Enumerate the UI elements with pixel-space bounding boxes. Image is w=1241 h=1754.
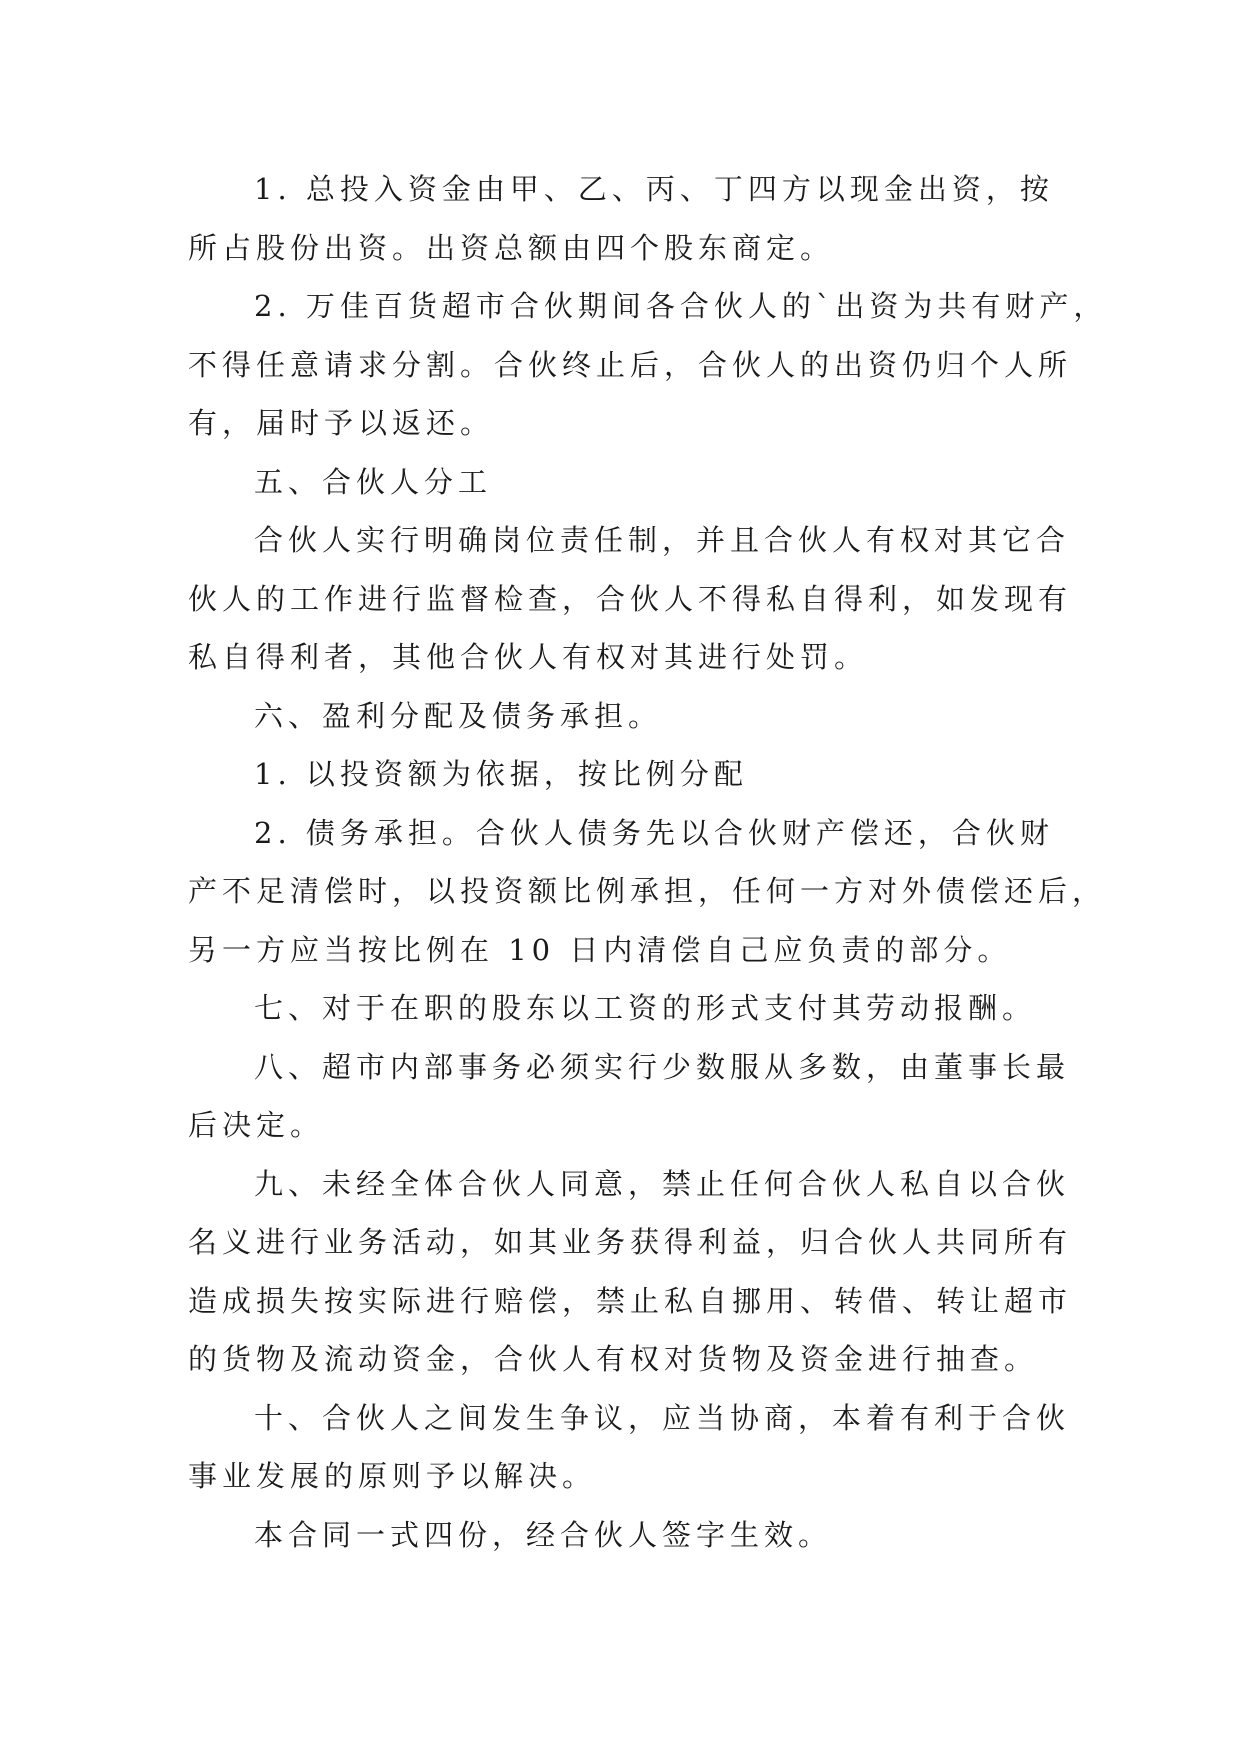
text-line: 合伙人实行明确岗位责任制，并且合伙人有权对其它合 (254, 523, 1071, 557)
text-line: 事业发展的原则予以解决。 (188, 1459, 597, 1493)
section-heading: 八、超市内部事务必须实行少数服从多数，由董事长最 (254, 1049, 1071, 1084)
text-line: 名义进行业务活动，如其业务获得利益，归合伙人共同所有 (188, 1225, 1073, 1259)
text-line: 有，届时予以返还。 (188, 406, 495, 440)
section-heading: 九、未经全体合伙人同意，禁止任何合伙人私自以合伙 (254, 1166, 1071, 1201)
document-body (188, 160, 1108, 1564)
text-line: 1. 总投入资金由甲、乙、丙、丁四方以现金出资，按 (254, 172, 1054, 206)
text-line: 伙人的工作进行监督检查，合伙人不得私自得利，如发现有 (188, 581, 1073, 616)
section-heading: 五、合伙人分工 (254, 464, 493, 499)
text-line: 后决定。 (188, 1108, 325, 1142)
text-line: 造成损失按实际进行赔偿，禁止私自挪用、转借、转让超市 (188, 1283, 1073, 1318)
text-line: 1. 以投资额为依据，按比例分配 (254, 757, 748, 791)
text-line: 的货物及流动资金，合伙人有权对货物及资金进行抽查。 (188, 1342, 1039, 1376)
section-heading: 十、合伙人之间发生争议，应当协商，本着有利于合伙 (254, 1400, 1071, 1435)
text-line: 私自得利者，其他合伙人有权对其进行处罚。 (188, 640, 869, 674)
section-heading: 七、对于在职的股东以工资的形式支付其劳动报酬。 (254, 991, 1037, 1025)
text-line: 产不足清偿时，以投资额比例承担，任何一方对外债偿还后， (188, 874, 1107, 908)
text-line: 另一方应当按比例在 10 日内清偿自己应负责的部分。 (188, 932, 1012, 967)
closing-statement: 本合同一式四份，经合伙人签字生效。 (254, 1517, 833, 1552)
text-line: 2. 万佳百货超市合伙期间各合伙人的`出资为共有财产， (254, 289, 1108, 323)
text-line: 不得任意请求分割。合伙终止后，合伙人的出资仍归个人所 (188, 347, 1073, 382)
text-line: 所占股份出资。出资总额由四个股东商定。 (188, 230, 835, 265)
text-line: 2. 债务承担。合伙人债务先以合伙财产偿还，合伙财 (254, 815, 1054, 850)
section-heading: 六、盈利分配及债务承担。 (254, 698, 663, 733)
